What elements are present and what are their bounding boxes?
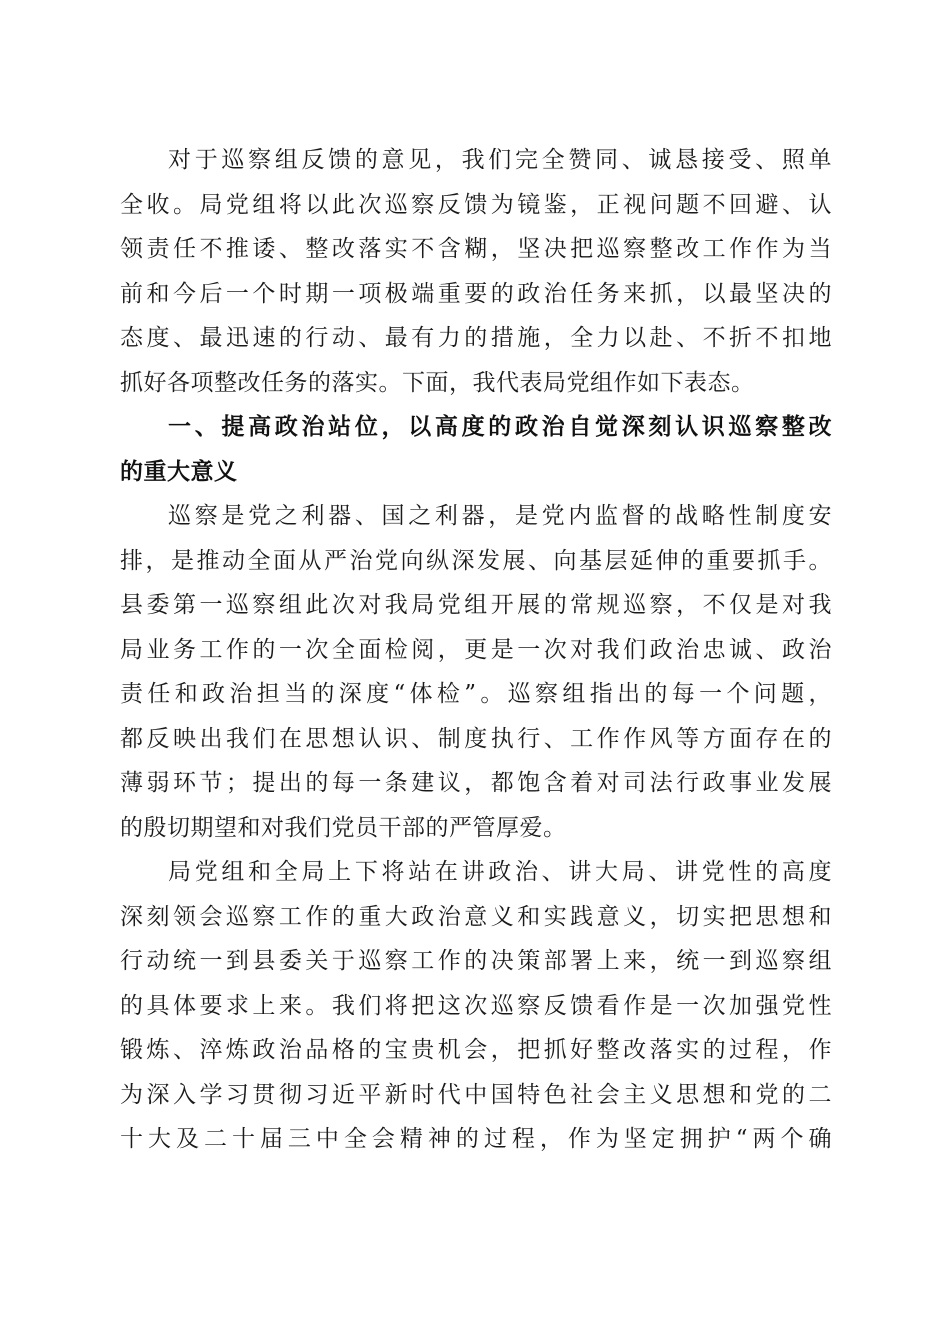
paragraph-line: 对于巡察组反馈的意见，我们完全赞同、诚恳接受、照单 [168,147,832,173]
paragraph-line: 巡察是党之利器、国之利器，是党内监督的战略性制度安 [168,503,832,529]
paragraph-line: 深刻领会巡察工作的重大政治意义和实践意义，切实把思想和 [120,903,832,930]
paragraph-line: 前和今后一个时期一项极端重要的政治任务来抓，以最坚决的 [120,280,832,307]
paragraph-line: 为深入学习贯彻习近平新时代中国特色社会主义思想和党的二 [120,1081,832,1108]
paragraph-line: 态度、最迅速的行动、最有力的措施，全力以赴、不折不扣地 [120,325,832,351]
paragraph-line: 责任和政治担当的深度“体检”。巡察组指出的每一个问题， [120,681,832,707]
paragraph-line: 的殷切期望和对我们党员干部的严管厚爱。 [120,814,567,841]
paragraph-line: 领责任不推诿、整改落实不含糊，坚决把巡察整改工作作为当 [120,236,832,262]
paragraph-line: 薄弱环节；提出的每一条建议，都饱含着对司法行政事业发展 [120,770,832,796]
paragraph-line: 十大及二十届三中全会精神的过程，作为坚定拥护“两个确 [120,1126,832,1152]
paragraph-line: 锻炼、淬炼政治品格的宝贵机会，把抓好整改落实的过程，作 [120,1037,832,1063]
paragraph-line: 行动统一到县委关于巡察工作的决策部署上来，统一到巡察组 [120,948,832,974]
paragraph-line: 的具体要求上来。我们将把这次巡察反馈看作是一次加强党性 [120,992,832,1019]
paragraph-line: 局业务工作的一次全面检阅，更是一次对我们政治忠诚、政治 [120,636,832,663]
paragraph-line: 排，是推动全面从严治党向纵深发展、向基层延伸的重要抓手。 [120,547,832,574]
paragraph-line: 都反映出我们在思想认识、制度执行、工作作风等方面存在的 [120,725,832,752]
paragraph-line: 局党组和全局上下将站在讲政治、讲大局、讲党性的高度 [168,859,832,885]
document-body [120,138,832,1162]
paragraph-line: 全收。局党组将以此次巡察反馈为镜鉴，正视问题不回避、认 [120,191,832,218]
paragraph-line: 县委第一巡察组此次对我局党组开展的常规巡察，不仅是对我 [120,592,832,618]
section-heading: 的重大意义 [120,458,238,485]
section-heading: 一、提高政治站位，以高度的政治自觉深刻认识巡察整改 [168,414,832,440]
paragraph-line: 抓好各项整改任务的落实。下面，我代表局党组作如下表态。 [120,369,755,396]
